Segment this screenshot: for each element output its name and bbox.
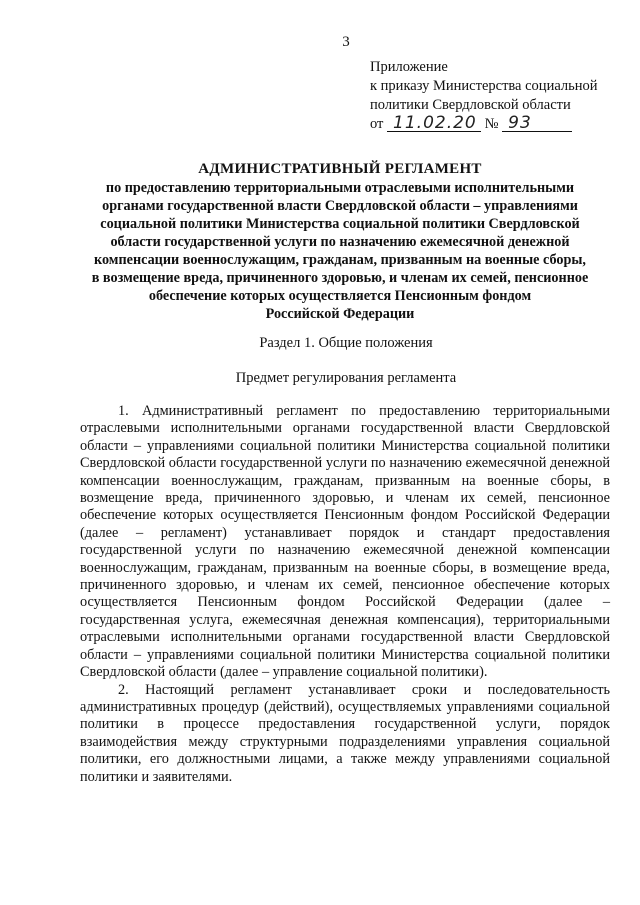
title-line: органами государственной власти Свердловской области – управлениями (102, 198, 578, 214)
appendix-ministry-line: политики Свердловской области (370, 97, 571, 113)
appendix-block (370, 58, 625, 134)
appendix-label: Приложение (370, 59, 448, 75)
page-number: 3 (342, 34, 350, 50)
title-line: обеспечение которых осуществляется Пенсионным фондом (148, 288, 532, 304)
document-title: АДМИНИСТРАТИВНЫЙ РЕГЛАМЕНТ (198, 161, 482, 177)
title-line: области государственной услуги по назначению ежемесячной денежной (110, 234, 570, 250)
body-text (80, 403, 610, 786)
handwritten-number: 93 (502, 115, 572, 132)
appendix-date-number-line (370, 115, 625, 134)
section-heading: Раздел 1. Общие положения (259, 335, 433, 351)
appendix-order-line: к приказу Министерства социальной (370, 78, 598, 94)
date-prefix: от (370, 116, 384, 132)
number-prefix: № (484, 116, 499, 132)
title-line: Российской Федерации (265, 306, 415, 322)
paragraph-1: 1. Административный регламент по предоставлению территориальными отраслевыми исполнительными органами государственной власти Свердловской области – управлениями социальной политики Министерства социальной политики Свердловской области государственной услуги по назначению ежемесячной денежной компенсации военнослужащим, гражданам, призванным на военные сборы, в возмещение вреда, причиненного здоровью, и членам их семей, пенсионное обеспечение которых осуществляется Пенсионным фондом Российской Федерации (далее – регламент) устанавливает порядок и стандарт предоставления государственной услуги по назначению ежемесячной денежной компенсации военнослужащим, гражданам, призванным на военные сборы, в возмещение вреда, причиненного здоровью, и членам их семей, пенсионное обеспечение которых осуществляется Пенсионным фондом Российской Федерации (далее – государственная услуга, ежемесячная денежная компенсация), территориальными отраслевыми исполнительными органами государственной власти Свердловской области – управлениями социальной политики Министерства социальной политики Свердловской области (далее – управление социальной политики). (80, 403, 610, 681)
handwritten-date: 11.02.20 (387, 115, 481, 132)
title-line: социальной политики Министерства социальной политики Свердловской (100, 216, 580, 232)
title-line: в возмещение вреда, причиненного здоровью, и членам их семей, пенсионное (91, 270, 589, 286)
paragraph-2: 2. Настоящий регламент устанавливает сроки и последовательность административных процедур (действий), осуществляемых управлениями социальной политики в процессе предоставления государственной услуги, порядок взаимодействия между структурными подразделениями управления социальной политики, его должностными лицами, а также между управлениями социальной политики и заявителями. (80, 681, 610, 785)
document-title-block (70, 160, 610, 323)
subject-heading: Предмет регулирования регламента (235, 370, 457, 386)
title-line: по предоставлению территориальными отраслевыми исполнительными (105, 180, 575, 196)
title-line: компенсации военнослужащим, гражданам, призванным на военные сборы, (94, 252, 586, 268)
